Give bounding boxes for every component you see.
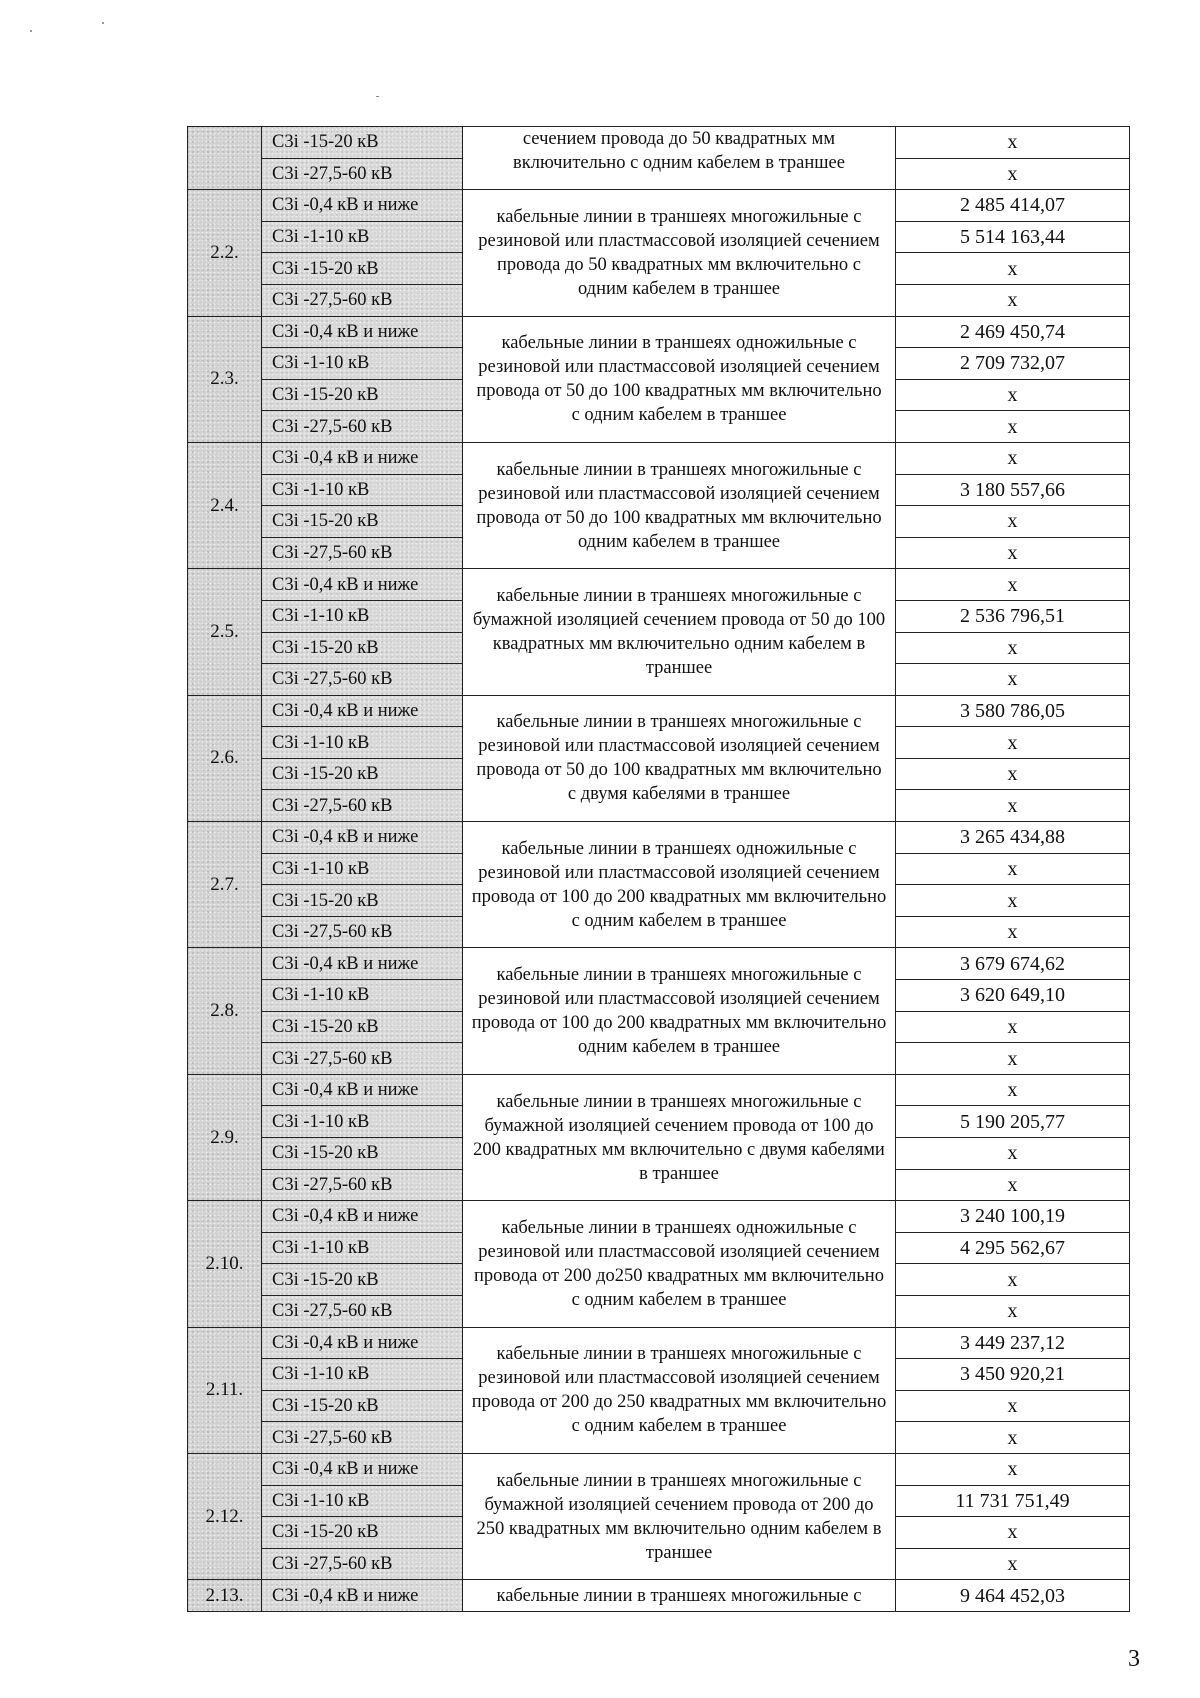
rate-value: x	[896, 1453, 1130, 1485]
line-description: кабельные линии в траншеях многожильные с резиновой или пластмассовой изоляцией сечением провода от 200 до 250 квадратных мм включительно с одним кабелем в траншее	[463, 1327, 896, 1453]
scan-speck	[102, 22, 104, 24]
item-number: 2.2.	[188, 190, 262, 316]
rate-value: 3 240 100,19	[896, 1201, 1130, 1233]
scan-speck	[376, 96, 379, 97]
voltage-class: C3i -27,5-60 кВ	[262, 1169, 463, 1201]
rate-value: x	[896, 158, 1130, 190]
rate-value: 2 536 796,51	[896, 600, 1130, 632]
line-description: кабельные линии в траншеях многожильные с резиновой или пластмассовой изоляцией сечением провода от 50 до 100 квадратных мм включительно с двумя кабелями в траншее	[463, 695, 896, 821]
line-description: кабельные линии в траншеях многожильные с	[463, 1580, 896, 1612]
rate-value: x	[896, 1074, 1130, 1106]
voltage-class: C3i -27,5-60 кВ	[262, 411, 463, 443]
page-number: 3	[1128, 1646, 1140, 1672]
rate-value: x	[896, 1422, 1130, 1454]
voltage-class: C3i -0,4 кВ и ниже	[262, 1074, 463, 1106]
line-description: кабельные линии в траншеях одножильные с резиновой или пластмассовой изоляцией сечением провода от 50 до 100 квадратных мм включительно с одним кабелем в траншее	[463, 316, 896, 442]
rate-value: x	[896, 1138, 1130, 1170]
table-row	[188, 1327, 1130, 1359]
voltage-class: C3i -1-10 кВ	[262, 1106, 463, 1138]
rate-value: 3 620 649,10	[896, 980, 1130, 1012]
voltage-class: C3i -27,5-60 кВ	[262, 284, 463, 316]
voltage-class: C3i -15-20 кВ	[262, 1390, 463, 1422]
voltage-class: C3i -0,4 кВ и ниже	[262, 695, 463, 727]
rate-value: 11 731 751,49	[896, 1485, 1130, 1517]
rate-value: x	[896, 853, 1130, 885]
voltage-class: C3i -27,5-60 кВ	[262, 790, 463, 822]
item-number: 2.12.	[188, 1453, 262, 1579]
rate-value: x	[896, 253, 1130, 285]
item-number: 2.5.	[188, 569, 262, 695]
rate-value: 3 265 434,88	[896, 822, 1130, 854]
tariff-table	[187, 126, 1130, 1612]
voltage-class: C3i -1-10 кВ	[262, 727, 463, 759]
voltage-class: C3i -1-10 кВ	[262, 474, 463, 506]
rate-value: x	[896, 1169, 1130, 1201]
voltage-class: C3i -15-20 кВ	[262, 1264, 463, 1296]
table-row	[188, 569, 1130, 601]
table-row	[188, 127, 1130, 159]
item-number: 2.7.	[188, 822, 262, 948]
voltage-class: C3i -15-20 кВ	[262, 127, 463, 159]
voltage-class: C3i -27,5-60 кВ	[262, 1422, 463, 1454]
rate-value: x	[896, 1011, 1130, 1043]
voltage-class: C3i -0,4 кВ и ниже	[262, 1453, 463, 1485]
rate-value: 5 190 205,77	[896, 1106, 1130, 1138]
line-description: кабельные линии в траншеях многожильные с резиновой или пластмассовой изоляцией сечением провода до 50 квадратных мм включительно с одним кабелем в траншее	[463, 190, 896, 316]
rate-value: x	[896, 411, 1130, 443]
rate-value: x	[896, 284, 1130, 316]
rate-value: 2 485 414,07	[896, 190, 1130, 222]
rate-value: x	[896, 885, 1130, 917]
scan-speck	[30, 30, 32, 32]
voltage-class: C3i -15-20 кВ	[262, 253, 463, 285]
voltage-class: C3i -15-20 кВ	[262, 758, 463, 790]
voltage-class: C3i -15-20 кВ	[262, 1517, 463, 1549]
voltage-class: C3i -15-20 кВ	[262, 1138, 463, 1170]
rate-value: x	[896, 1043, 1130, 1075]
rate-value: 2 469 450,74	[896, 316, 1130, 348]
voltage-class: C3i -1-10 кВ	[262, 853, 463, 885]
voltage-class: C3i -0,4 кВ и ниже	[262, 822, 463, 854]
tariff-table-body	[188, 127, 1130, 1612]
table-row	[188, 1201, 1130, 1233]
line-description: кабельные линии в траншеях многожильные с резиновой или пластмассовой изоляцией сечением провода от 100 до 200 квадратных мм включительно одним кабелем в траншее	[463, 948, 896, 1074]
rate-value: 3 580 786,05	[896, 695, 1130, 727]
voltage-class: C3i -1-10 кВ	[262, 348, 463, 380]
voltage-class: C3i -15-20 кВ	[262, 1011, 463, 1043]
line-description: кабельные линии в траншеях многожильные с бумажной изоляцией сечением провода от 200 до 250 квадратных мм включительно одним кабелем в траншее	[463, 1453, 896, 1579]
rate-value: 2 709 732,07	[896, 348, 1130, 380]
rate-value: x	[896, 569, 1130, 601]
table-row	[188, 1074, 1130, 1106]
table-row	[188, 442, 1130, 474]
voltage-class: C3i -27,5-60 кВ	[262, 916, 463, 948]
rate-value: 3 180 557,66	[896, 474, 1130, 506]
voltage-class: C3i -1-10 кВ	[262, 1232, 463, 1264]
voltage-class: C3i -27,5-60 кВ	[262, 1548, 463, 1580]
rate-value: x	[896, 758, 1130, 790]
voltage-class: C3i -1-10 кВ	[262, 600, 463, 632]
rate-value: x	[896, 664, 1130, 696]
line-description: кабельные линии в траншеях многожильные с резиновой или пластмассовой изоляцией сечением провода от 50 до 100 квадратных мм включительно одним кабелем в траншее	[463, 442, 896, 568]
rate-value: x	[896, 790, 1130, 822]
rate-value: 3 450 920,21	[896, 1359, 1130, 1391]
rate-value: x	[896, 537, 1130, 569]
table-row	[188, 695, 1130, 727]
voltage-class: C3i -0,4 кВ и ниже	[262, 1201, 463, 1233]
rate-value: 9 464 452,03	[896, 1580, 1130, 1612]
voltage-class: C3i -15-20 кВ	[262, 885, 463, 917]
line-description: кабельные линии в траншеях многожильные с бумажной изоляцией сечением провода от 50 до 100 квадратных мм включительно одним кабелем в траншее	[463, 569, 896, 695]
voltage-class: C3i -0,4 кВ и ниже	[262, 190, 463, 222]
voltage-class: C3i -27,5-60 кВ	[262, 1295, 463, 1327]
table-row	[188, 822, 1130, 854]
rate-value: x	[896, 916, 1130, 948]
rate-value: x	[896, 1390, 1130, 1422]
item-number: 2.10.	[188, 1201, 262, 1327]
voltage-class: C3i -27,5-60 кВ	[262, 537, 463, 569]
rate-value: x	[896, 127, 1130, 159]
rate-value: x	[896, 1264, 1130, 1296]
voltage-class: C3i -0,4 кВ и ниже	[262, 569, 463, 601]
rate-value: x	[896, 1517, 1130, 1549]
voltage-class: C3i -15-20 кВ	[262, 379, 463, 411]
rate-value: x	[896, 727, 1130, 759]
line-description: сечением провода до 50 квадратных мм включительно с одним кабелем в траншее	[463, 127, 896, 190]
voltage-class: C3i -0,4 кВ и ниже	[262, 1580, 463, 1612]
item-number: 2.3.	[188, 316, 262, 442]
item-number: 2.4.	[188, 442, 262, 568]
item-number: 2.11.	[188, 1327, 262, 1453]
rate-value: 3 679 674,62	[896, 948, 1130, 980]
rate-value: x	[896, 506, 1130, 538]
voltage-class: C3i -0,4 кВ и ниже	[262, 316, 463, 348]
voltage-class: C3i -27,5-60 кВ	[262, 158, 463, 190]
rate-value: x	[896, 1295, 1130, 1327]
rate-value: 4 295 562,67	[896, 1232, 1130, 1264]
item-number: 2.8.	[188, 948, 262, 1074]
line-description: кабельные линии в траншеях одножильные с резиновой или пластмассовой изоляцией сечением провода от 200 до250 квадратных мм включительно с одним кабелем в траншее	[463, 1201, 896, 1327]
voltage-class: C3i -1-10 кВ	[262, 1485, 463, 1517]
table-row	[188, 1453, 1130, 1485]
voltage-class: C3i -0,4 кВ и ниже	[262, 442, 463, 474]
rate-value: x	[896, 442, 1130, 474]
voltage-class: C3i -15-20 кВ	[262, 632, 463, 664]
voltage-class: C3i -0,4 кВ и ниже	[262, 948, 463, 980]
rate-value: 3 449 237,12	[896, 1327, 1130, 1359]
voltage-class: C3i -0,4 кВ и ниже	[262, 1327, 463, 1359]
rate-value: x	[896, 1548, 1130, 1580]
item-number: 2.9.	[188, 1074, 262, 1200]
line-description: кабельные линии в траншеях многожильные с бумажной изоляцией сечением провода от 100 до 200 квадратных мм включительно с двумя кабелями в траншее	[463, 1074, 896, 1200]
item-number: 2.13.	[188, 1580, 262, 1612]
table-row	[188, 948, 1130, 980]
voltage-class: C3i -1-10 кВ	[262, 1359, 463, 1391]
line-description: кабельные линии в траншеях одножильные с резиновой или пластмассовой изоляцией сечением провода от 100 до 200 квадратных мм включительно с одним кабелем в траншее	[463, 822, 896, 948]
voltage-class: C3i -15-20 кВ	[262, 506, 463, 538]
voltage-class: C3i -27,5-60 кВ	[262, 664, 463, 696]
table-row	[188, 1580, 1130, 1612]
voltage-class: C3i -1-10 кВ	[262, 980, 463, 1012]
rate-value: x	[896, 632, 1130, 664]
rate-value: x	[896, 379, 1130, 411]
item-number	[188, 127, 262, 190]
rate-value: 5 514 163,44	[896, 221, 1130, 253]
item-number: 2.6.	[188, 695, 262, 821]
voltage-class: C3i -27,5-60 кВ	[262, 1043, 463, 1075]
voltage-class: C3i -1-10 кВ	[262, 221, 463, 253]
table-row	[188, 316, 1130, 348]
table-row	[188, 190, 1130, 222]
